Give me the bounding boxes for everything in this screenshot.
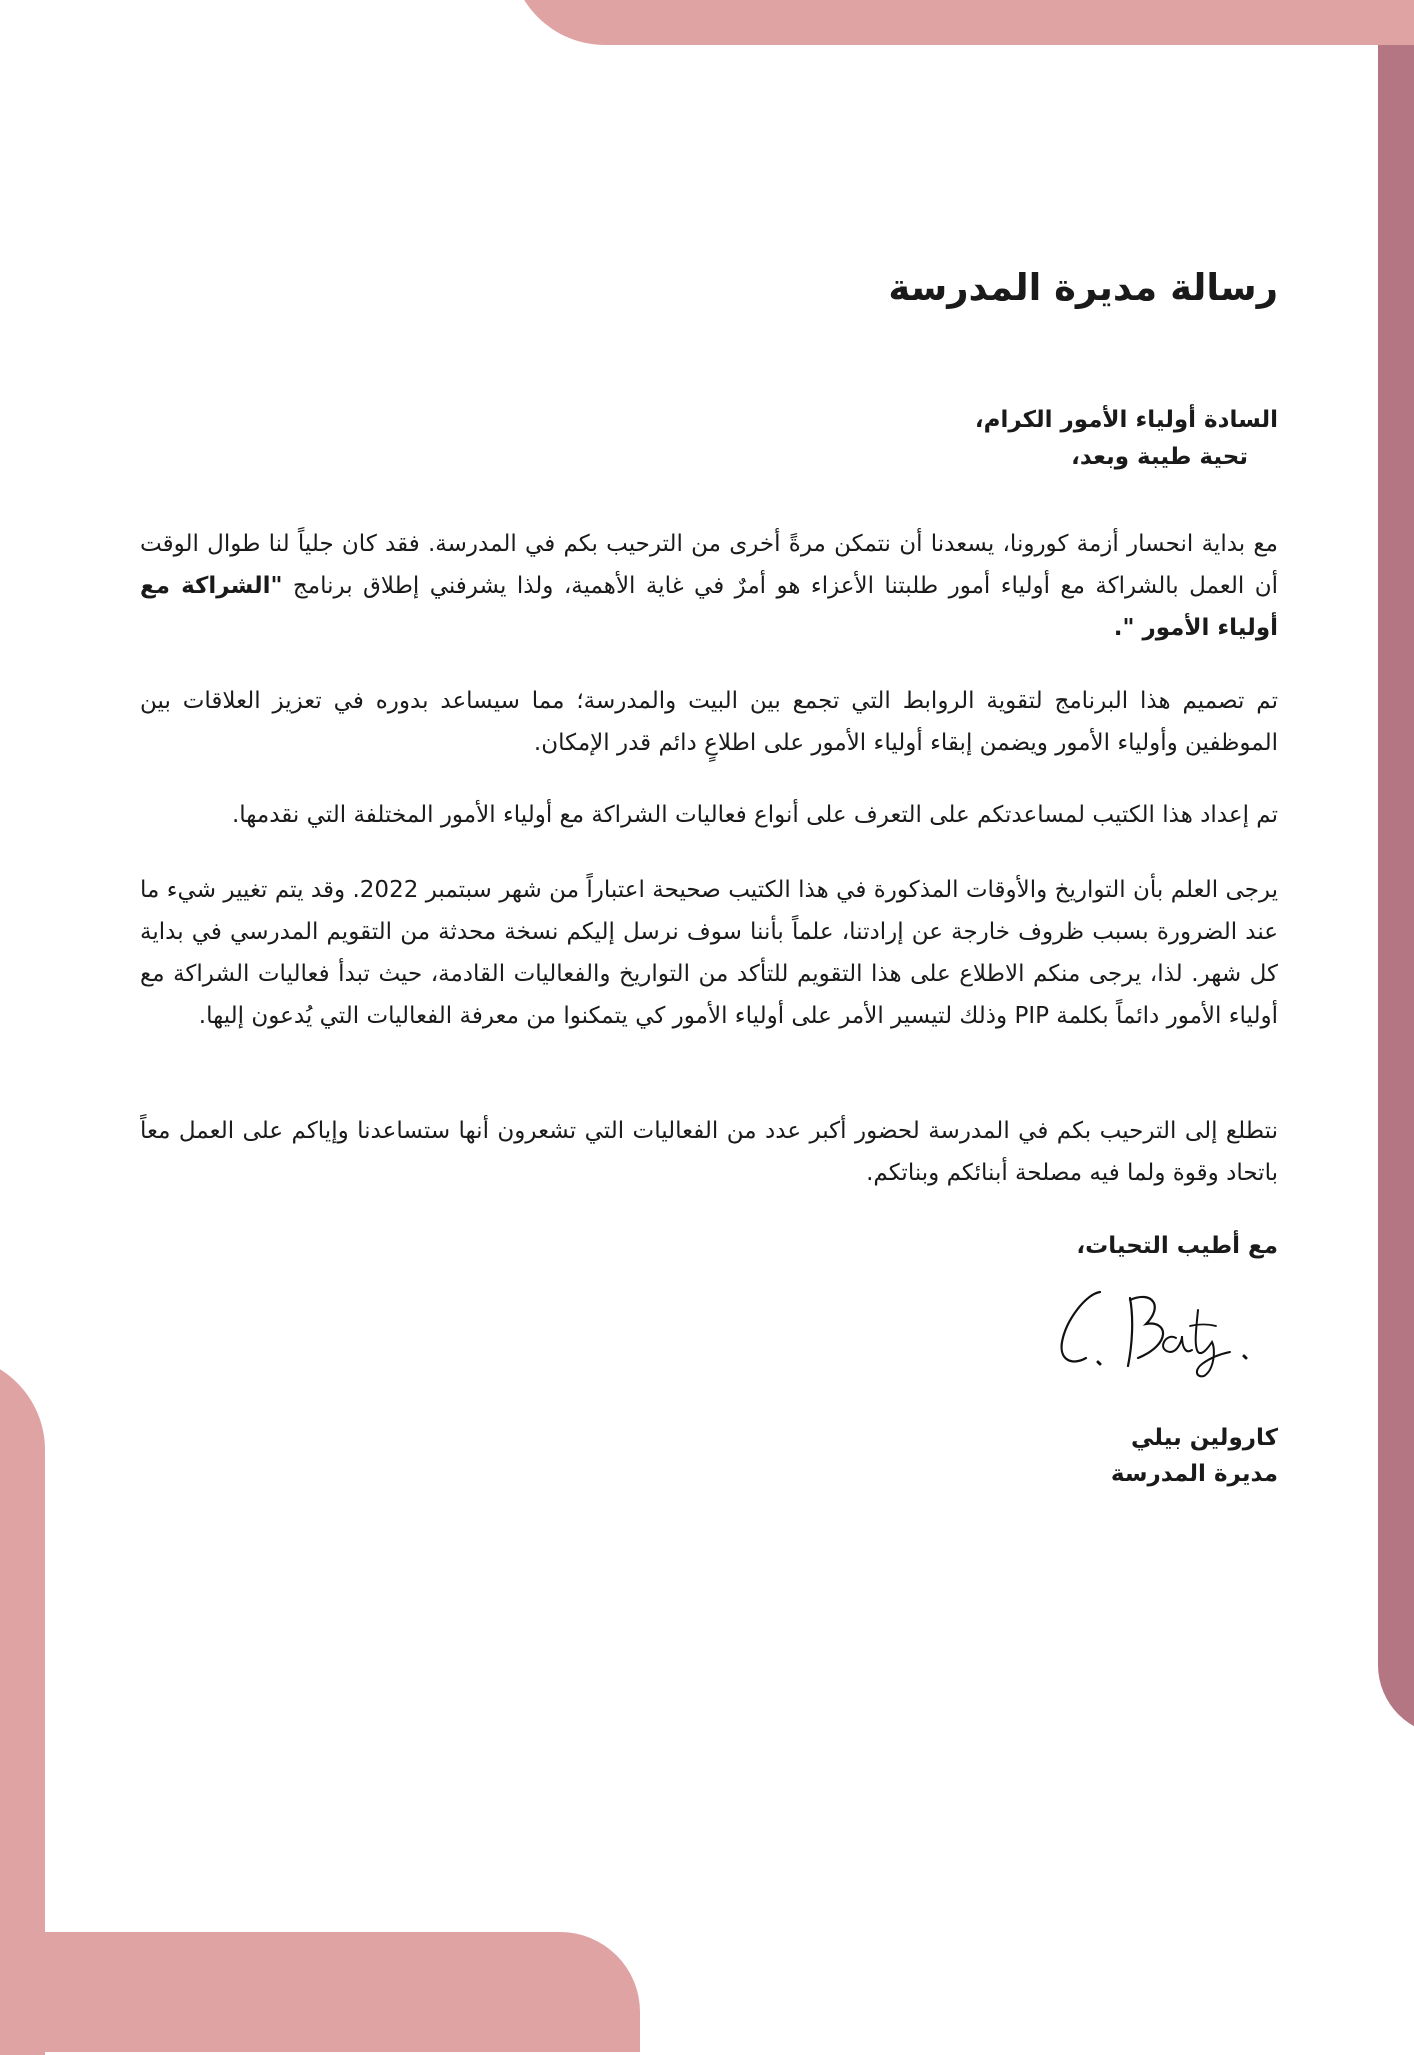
program-name: "الشراكة مع أولياء الأمور ". [140,573,1278,641]
closing-greeting: مع أطيب التحيات، [1076,1233,1278,1259]
signatory-title: مديرة المدرسة [1110,1461,1278,1487]
paragraph-1 [140,523,1278,649]
salutation-line-2: تحية طيبة وبعد، [1071,444,1248,470]
decorative-shape-top [510,0,1414,45]
decorative-shape-right [1378,45,1414,1735]
paragraph-2: تم تصميم هذا البرنامج لتقوية الروابط التي تجمع بين البيت والمدرسة؛ مما سيساعد بدوره في تعزيز العلاقات بين الموظفين وأولياء الأمور ويضمن إبقاء أولياء الأمور على اطلاعٍ دائم قدر الإمكان. [140,688,1278,756]
paragraph-1-text: مع بداية انحسار أزمة كورونا، يسعدنا أن نتمكن مرةً أخرى من الترحيب بكم في المدرسة. فقد كان جلياً لنا طوال الوقت أن العمل بالشراكة مع أولياء أمور طلبتنا الأعزاء هو أمرٌ في غاية الأهمية، ولذا يشرفني إطلاق برنامج [140,531,1278,599]
decorative-shape-bottom [0,1932,640,2052]
signatory-name: كارولين بيلي [1131,1425,1278,1451]
signature-image [1048,1280,1278,1380]
salutation [140,402,1278,476]
paragraph-5: نتطلع إلى الترحيب بكم في المدرسة لحضور أكبر عدد من الفعاليات التي تشعرون أنها ستساعدنا وإياكم على العمل معاً باتحاد وقوة ولما فيه مصلحة أبنائكم وبناتكم. [140,1118,1278,1186]
paragraph-4: يرجى العلم بأن التواريخ والأوقات المذكورة في هذا الكتيب صحيحة اعتباراً من شهر سبتمبر 2022. وقد يتم تغيير شيء ما عند الضرورة بسبب ظروف خارجة عن إرادتنا، علماً بأننا سوف نرسل إليكم نسخة محدثة من التقويم المدرسي في بداية كل شهر. لذا، يرجى منكم الاطلاع على هذا التقويم للتأكد من التواريخ والفعاليات القادمة، حيث تبدأ فعاليات الشراكة مع أولياء الأمور دائماً بكلمة PIP وذلك لتيسير الأمر على أولياء الأمور كي يتمكنوا من معرفة الفعاليات التي يُدعون إليها. [140,877,1279,1029]
letter-title: رسالة مديرة المدرسة [888,266,1278,309]
salutation-line-1: السادة أولياء الأمور الكرام، [974,407,1278,433]
signatory-block [878,1420,1278,1492]
paragraph-3: تم إعداد هذا الكتيب لمساعدتكم على التعرف على أنواع فعاليات الشراكة مع أولياء الأمور المختلفة التي نقدمها. [231,802,1278,828]
